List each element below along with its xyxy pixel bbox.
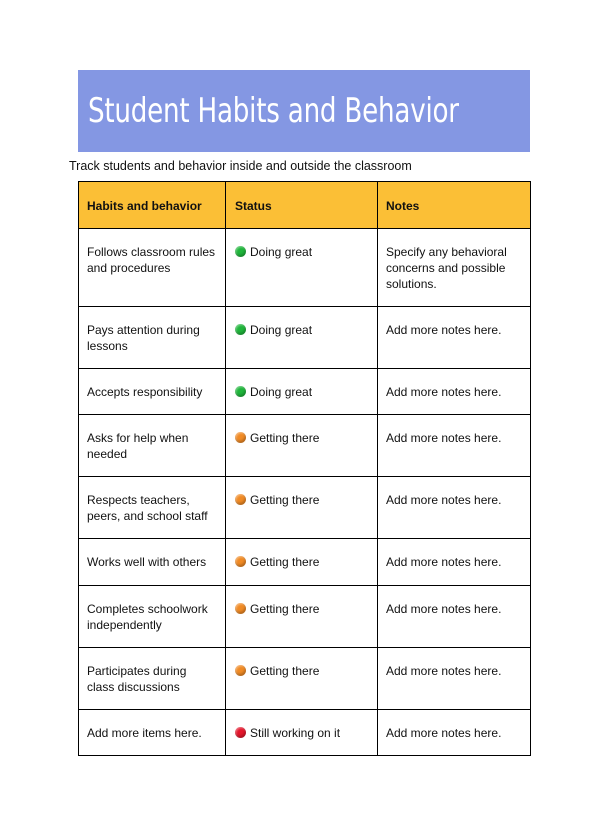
title-banner [78,70,530,152]
green-circle-icon [235,324,246,335]
table-row [79,229,531,307]
orange-circle-icon [235,432,246,443]
habit-cell: Respects teachers, peers, and school staff [79,477,226,539]
notes-cell: Add more notes here. [378,539,531,586]
habit-cell: Works well with others [79,539,226,586]
status-cell [226,586,378,648]
status-label: Getting there [250,431,320,445]
status-label: Doing great [250,245,313,259]
orange-circle-icon [235,665,246,676]
status-label: Still working on it [250,726,341,740]
orange-circle-icon [235,494,246,505]
table-row [79,477,531,539]
green-circle-icon [235,386,246,397]
status-cell [226,710,378,756]
notes-cell: Add more notes here. [378,710,531,756]
status-cell [226,369,378,415]
header-notes: Notes [378,182,531,229]
orange-circle-icon [235,556,246,567]
habit-cell: Accepts responsibility [79,369,226,415]
table-row [79,539,531,586]
habit-cell: Participates during class discussions [79,648,226,710]
habit-cell: Add more items here. [79,710,226,756]
status-label: Getting there [250,602,320,616]
table-row [79,307,531,369]
header-habits: Habits and behavior [79,182,226,229]
status-label: Doing great [250,323,313,337]
notes-cell: Add more notes here. [378,307,531,369]
habit-cell: Asks for help when needed [79,415,226,477]
status-cell [226,229,378,307]
habits-table [78,181,531,756]
notes-cell: Add more notes here. [378,415,531,477]
table-row [79,415,531,477]
status-cell [226,539,378,586]
habit-cell: Completes schoolwork independently [79,586,226,648]
notes-cell: Add more notes here. [378,477,531,539]
notes-cell: Add more notes here. [378,369,531,415]
orange-circle-icon [235,603,246,614]
status-label: Getting there [250,493,320,507]
red-circle-icon [235,727,246,738]
header-status: Status [226,182,378,229]
table-row [79,648,531,710]
table-header-row [79,182,531,229]
status-cell [226,648,378,710]
status-label: Doing great [250,385,313,399]
status-cell [226,477,378,539]
page-subtitle: Track students and behavior inside and outside the classroom [69,159,412,173]
status-cell [226,307,378,369]
table-row [79,586,531,648]
table-row [79,710,531,756]
notes-cell: Specify any behavioral concerns and possible solutions. [378,229,531,307]
habit-cell: Follows classroom rules and procedures [79,229,226,307]
notes-cell: Add more notes here. [378,586,531,648]
notes-cell: Add more notes here. [378,648,531,710]
table-row [79,369,531,415]
status-label: Getting there [250,555,320,569]
status-cell [226,415,378,477]
page-title: Student Habits and Behavior [88,91,459,131]
status-label: Getting there [250,664,320,678]
green-circle-icon [235,246,246,257]
habit-cell: Pays attention during lessons [79,307,226,369]
